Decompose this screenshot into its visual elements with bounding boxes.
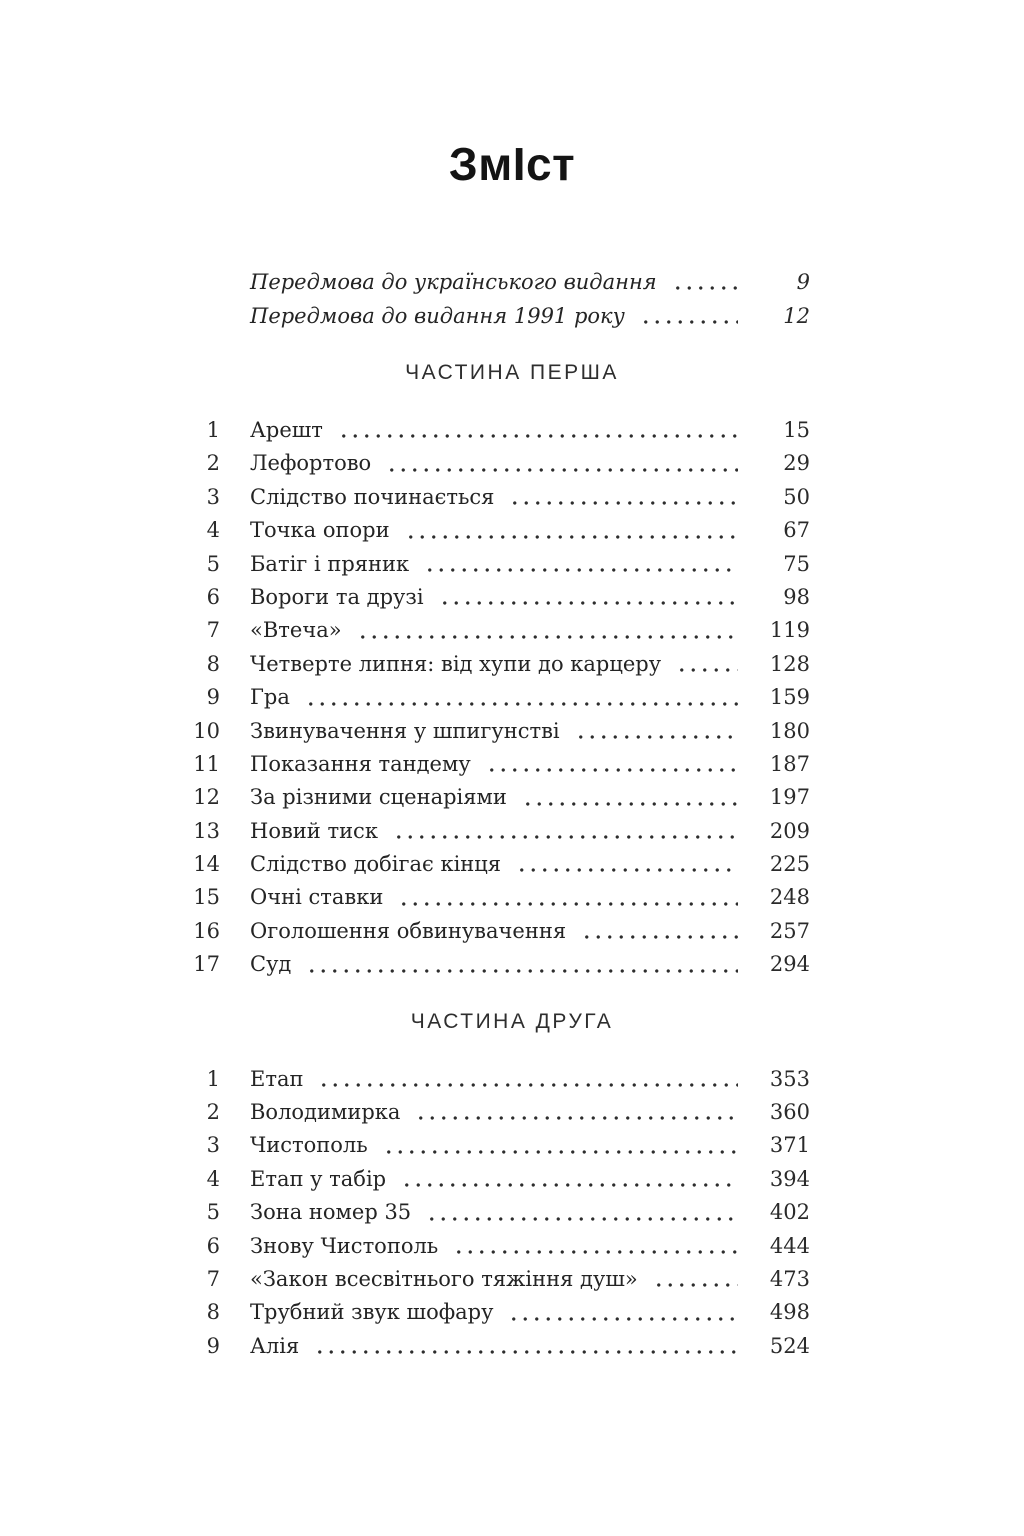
dot-leader: [381, 1129, 738, 1162]
dot-leader: [304, 948, 738, 981]
toc-row: [190, 848, 810, 881]
chapter-number: 6: [206, 1233, 220, 1258]
chapter-title: Показання тандему: [250, 751, 471, 776]
chapter-title: Передмова до видання 1991 року: [250, 304, 625, 328]
toc-row: [190, 414, 810, 447]
front-matter-list: [190, 265, 810, 333]
chapter-number: 1: [206, 1066, 220, 1091]
chapter-title: Слідство починається: [250, 484, 495, 509]
toc-row: [190, 481, 810, 514]
toc-row: [190, 548, 810, 581]
toc-row: [190, 1129, 810, 1162]
chapter-title: Чистополь: [250, 1133, 368, 1158]
chapter-title: Лефортово: [250, 451, 372, 476]
toc-row: [190, 614, 810, 647]
chapter-title: «Втеча»: [250, 618, 342, 643]
chapter-title: Звинувачення у шпигунстві: [250, 718, 560, 743]
chapter-title: Суд: [250, 952, 292, 977]
chapter-number: 5: [206, 1200, 220, 1225]
toc-row: [190, 881, 810, 914]
page-number: 371: [769, 1133, 810, 1158]
chapter-title: Оголошення обвинувачення: [250, 918, 567, 943]
chapter-number: 9: [206, 1333, 220, 1358]
chapter-title: Очні ставки: [250, 885, 384, 910]
chapter-title: Етап у табір: [250, 1166, 387, 1191]
chapter-number: 4: [206, 518, 220, 543]
chapter-title: Трубний звук шофару: [250, 1300, 494, 1325]
chapter-number: 7: [206, 618, 220, 643]
toc-row: [190, 681, 810, 714]
dot-leader: [422, 548, 738, 581]
section-rows: [190, 1063, 810, 1364]
dot-leader: [514, 848, 738, 881]
toc-row: [190, 265, 810, 299]
page-number: 524: [769, 1333, 810, 1358]
dot-leader: [312, 1330, 738, 1363]
dot-leader: [638, 299, 738, 333]
dot-leader: [437, 581, 738, 614]
chapter-number: 6: [206, 584, 220, 609]
chapter-title: Передмова до українського видання: [250, 270, 657, 294]
page-number: 209: [769, 818, 810, 843]
toc-row: [190, 1296, 810, 1329]
page-number: 98: [783, 584, 810, 609]
chapter-number: 13: [193, 818, 220, 843]
dot-leader: [424, 1196, 738, 1229]
toc-row: [190, 1096, 810, 1129]
chapter-number: 7: [206, 1266, 220, 1291]
dot-leader: [384, 447, 738, 480]
page-number: 360: [769, 1100, 810, 1125]
dot-leader: [484, 748, 738, 781]
dot-leader: [316, 1063, 738, 1096]
chapter-title: Четверте липня: від хупи до карцеру: [250, 651, 662, 676]
page-number: 12: [783, 304, 810, 328]
page-number: 402: [769, 1200, 810, 1225]
page-number: 473: [769, 1266, 810, 1291]
chapter-number: 4: [206, 1166, 220, 1191]
toc-row: [190, 514, 810, 547]
toc-row: [190, 915, 810, 948]
chapter-number: 11: [193, 751, 220, 776]
toc-row: [190, 581, 810, 614]
page-number: 119: [769, 618, 810, 643]
toc-row: [190, 1063, 810, 1096]
toc-row: [190, 447, 810, 480]
chapter-number: 8: [206, 1300, 220, 1325]
chapter-title: Алія: [250, 1333, 300, 1358]
chapter-title: За різними сценаріями: [250, 785, 507, 810]
chapter-number: 1: [206, 418, 220, 442]
chapter-title: Новий тиск: [250, 818, 378, 843]
toc-row: [190, 948, 810, 981]
dot-leader: [573, 715, 738, 748]
dot-leader: [403, 514, 738, 547]
dot-leader: [651, 1263, 738, 1296]
chapter-number: 5: [206, 551, 220, 576]
dot-leader: [451, 1230, 738, 1263]
dot-leader: [303, 681, 738, 714]
toc-row: [190, 1263, 810, 1296]
chapter-title: Гра: [250, 685, 290, 710]
dot-leader: [399, 1163, 738, 1196]
chapter-title: Слідство добігає кінця: [250, 852, 502, 877]
dot-leader: [520, 781, 738, 814]
chapter-title: Зона номер 35: [250, 1200, 412, 1225]
toc-row: [190, 1196, 810, 1229]
page-number: 187: [769, 751, 810, 776]
page-title: ЗмІст: [448, 138, 576, 190]
chapter-title: Батіг і пряник: [250, 551, 410, 576]
section-heading: ЧАСТИНА ДРУГА: [410, 1009, 614, 1033]
toc-row: [190, 299, 810, 333]
page-number: 257: [769, 918, 810, 943]
toc-row: [190, 748, 810, 781]
toc-row: [190, 815, 810, 848]
toc-section: [0, 361, 1024, 982]
sections-container: [0, 361, 1024, 1363]
dot-leader: [507, 481, 738, 514]
dot-leader: [396, 881, 738, 914]
chapter-number: 15: [193, 885, 220, 910]
chapter-number: 10: [193, 718, 220, 743]
toc-row: [190, 648, 810, 681]
page-number: 128: [769, 651, 810, 676]
chapter-title: Вороги та друзі: [250, 584, 424, 609]
page-number: 248: [769, 885, 810, 910]
page-number: 353: [769, 1066, 810, 1091]
page-number: 225: [769, 852, 810, 877]
page-number: 444: [769, 1233, 810, 1258]
dot-leader: [506, 1296, 738, 1329]
page-number: 394: [769, 1166, 810, 1191]
toc-row: [190, 1163, 810, 1196]
chapter-number: 12: [193, 785, 220, 810]
dot-leader: [674, 648, 738, 681]
chapter-title: Етап: [250, 1066, 304, 1091]
page-number: 294: [769, 952, 810, 977]
chapter-number: 3: [206, 1133, 220, 1158]
chapter-title: Точка опори: [250, 518, 390, 543]
page-number: 197: [769, 785, 810, 810]
chapter-title: Арешт: [250, 418, 323, 442]
toc-row: [190, 715, 810, 748]
page-number: 50: [783, 484, 810, 509]
toc-section: [0, 1010, 1024, 1364]
toc-row: [190, 1230, 810, 1263]
chapter-title: «Закон всесвітнього тяжіння душ»: [250, 1266, 638, 1291]
chapter-number: 2: [206, 1100, 220, 1125]
chapter-title: Володимирка: [250, 1100, 401, 1125]
page-number: 29: [783, 451, 810, 476]
chapter-number: 16: [193, 918, 220, 943]
dot-leader: [413, 1096, 738, 1129]
section-heading: ЧАСТИНА ПЕРША: [405, 361, 619, 384]
page-number: 15: [783, 418, 810, 442]
dot-leader: [670, 265, 738, 299]
chapter-number: 2: [206, 451, 220, 476]
chapter-title: Знову Чистополь: [250, 1233, 439, 1258]
section-rows: [190, 414, 810, 982]
dot-leader: [355, 614, 738, 647]
page-number: 75: [783, 551, 810, 576]
chapter-number: 3: [206, 484, 220, 509]
dot-leader: [579, 915, 738, 948]
chapter-number: 17: [193, 952, 220, 977]
dot-leader: [336, 414, 738, 447]
chapter-number: 14: [193, 852, 220, 877]
page-number: 180: [769, 718, 810, 743]
page-number: 9: [796, 270, 810, 294]
chapter-number: 8: [206, 651, 220, 676]
chapter-number: 9: [206, 685, 220, 710]
page-number: 67: [783, 518, 810, 543]
toc-row: [190, 781, 810, 814]
page-number: 159: [769, 685, 810, 710]
dot-leader: [391, 815, 738, 848]
toc-row: [190, 1330, 810, 1363]
page-number: 498: [769, 1300, 810, 1325]
